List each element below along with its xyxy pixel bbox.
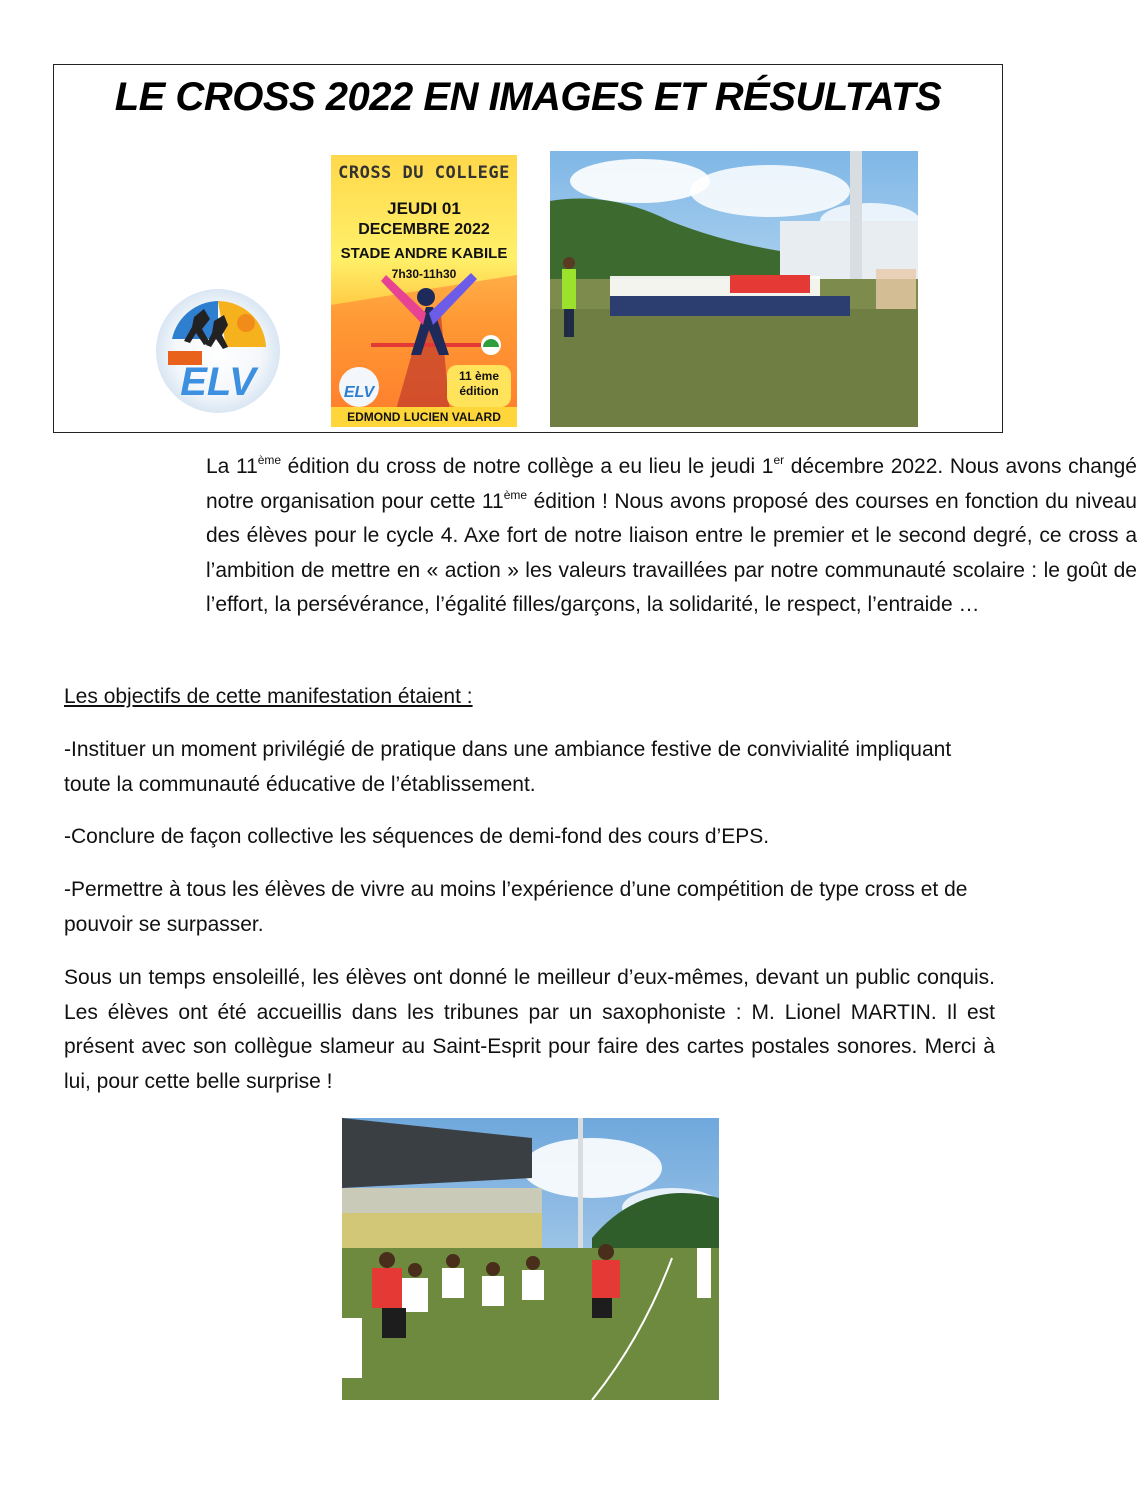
intro-text-4: édition ! Nous avons proposé des courses en fonction du niveau des élèves pour le cycle 4. Axe fort de notre liaison entre le premier et le second degré, ce cross a l’ambition de mettre en « action » les valeurs travaillées par notre communauté scolaire : le goût de l’effort, la persévérance, l’égalité filles/garçons, la solidarité, le respect, l’entraide … [206, 489, 1137, 616]
photo-race [342, 1118, 719, 1400]
intro-text-2: édition du cross de notre collège a eu lieu le jeudi 1 [281, 455, 774, 478]
school-logo [154, 287, 282, 415]
objectives-heading-text: Les objectifs de cette manifestation étaient : [64, 685, 473, 708]
objectives-heading [64, 680, 995, 715]
objective-item: -Conclure de façon collective les séquences de demi-fond des cours d’EPS. [64, 825, 770, 848]
event-poster [331, 155, 517, 427]
poster-place: STADE ANDRE KABILE [340, 245, 508, 262]
photo-start-line [550, 151, 918, 427]
poster-edition-badge [447, 365, 511, 407]
intro-sup-2: er [773, 453, 785, 467]
logo-text: ELV [180, 360, 256, 404]
poster-footer: EDMOND LUCIEN VALARD [331, 407, 517, 427]
poster-logo-text: ELV [343, 384, 375, 401]
intro-sup-1: ème [257, 453, 282, 467]
intro-sup-3: ème [503, 487, 528, 502]
poster-date-line1: JEUDI 01 [387, 199, 461, 218]
intro-paragraph [64, 450, 1137, 623]
intro-text-1: La 11 [206, 455, 258, 478]
objective-item: -Permettre à tous les élèves de vivre au moins l’expérience d’une compétition de type cross et de pouvoir se surpasser. [64, 878, 968, 936]
poster-heading: CROSS DU COLLEGE [338, 163, 510, 183]
poster-time: 7h30-11h30 [391, 267, 457, 281]
objective-item: -Instituer un moment privilégié de pratique dans une ambiance festive de convivialité impliquant toute la communauté éducative de l’établissement. [64, 738, 952, 796]
intro-text-3: décembre 2022. Nous avons changé notre organisation pour cette 11 [206, 455, 1137, 513]
closing-paragraph: Sous un temps ensoleillé, les élèves ont donné le meilleur d’eux-mêmes, devant un public conquis. Les élèves ont été accueillis dans les tribunes par un saxophoniste : M. Lionel MARTIN. Il est présent avec son collègue slameur au Saint-Esprit pour faire des cartes postales sonores. Merci à lui, pour cette belle surprise ! [64, 966, 995, 1093]
header-box [53, 64, 1003, 433]
page-title: LE CROSS 2022 EN IMAGES ET RÉSULTATS [114, 75, 942, 119]
poster-edition-line1: 11 ème [458, 369, 500, 383]
poster-date-line2: DECEMBRE 2022 [358, 221, 490, 238]
poster-edition-line2: édition [459, 384, 499, 398]
